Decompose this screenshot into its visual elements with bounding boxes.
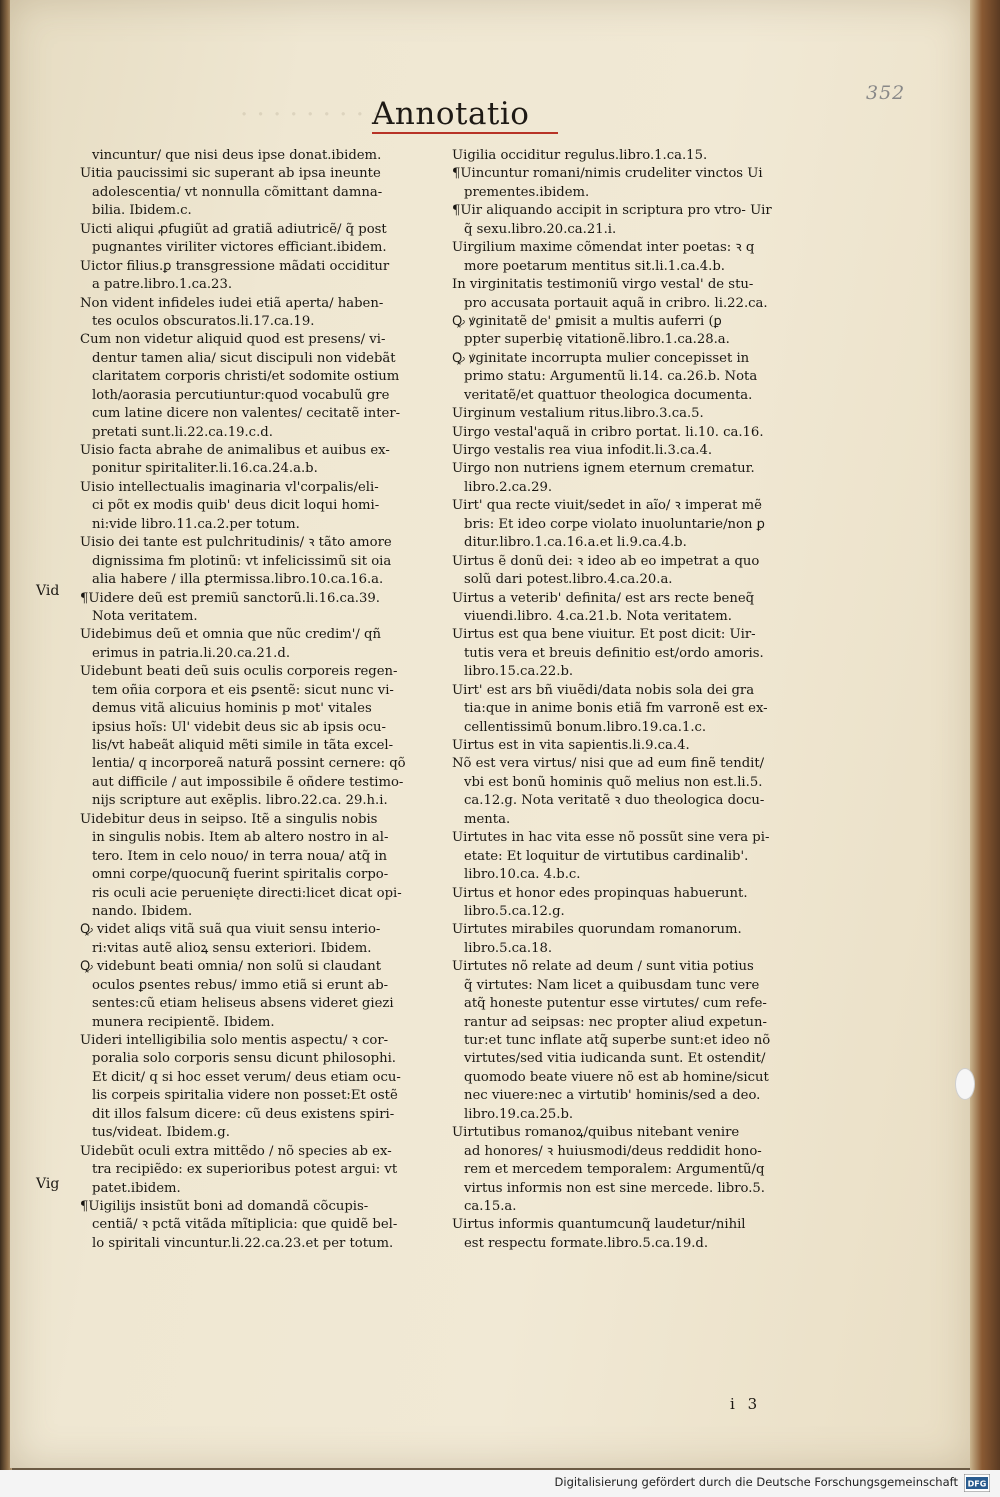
left-column-line: tem oñia corpora et eis ꝑsentẽ: sicut nunc vi- bbox=[92, 682, 394, 698]
left-column-line: Et dicit/ q si hoc esset verum/ deus etiam ocu- bbox=[92, 1069, 401, 1085]
show-through-ghost-text: · · · · · · · · · bbox=[240, 100, 381, 130]
right-column-line: Uirtus a veterib' definita/ est ars recte beneq̃ bbox=[452, 590, 755, 606]
right-column-line: Uigilia occiditur regulus.libro.1.ca.15. bbox=[452, 148, 708, 163]
left-column-line: adolescentia/ vt nonnulla cõmittant damna- bbox=[92, 184, 383, 200]
right-column-line: Ꝙ ꝟginitatẽ de' ꝑmisit a multis auferri (ꝑ bbox=[452, 313, 722, 329]
left-column-line: centiã/ ꝛ pctã vitãda mĩtiplicia: que quidẽ bel- bbox=[92, 1217, 398, 1233]
right-column-line: ¶Uir aliquando accipit in scriptura pro vtro- Uir bbox=[452, 203, 772, 219]
left-column-line: ¶Uidere deũ est premiũ sanctorũ.li.16.ca.39. bbox=[80, 590, 380, 606]
right-column-line: Uirgo vestal'aquã in cribro portat. li.10. ca.16. bbox=[452, 424, 764, 440]
left-column-line: Ꝙ videt aliqs vitã suã qua viuit sensu interio- bbox=[80, 922, 381, 938]
right-column-line: ¶Uincuntur romani/nimis crudeliter vinctos Ui bbox=[452, 166, 763, 182]
page-turn-handle[interactable] bbox=[955, 1068, 975, 1100]
right-column-line: tur:et tunc inflate atq̃ superbe sunt:et ideo nõ bbox=[464, 1033, 771, 1048]
right-column-line: Uirgilium maxime cõmendat inter poetas: ꝛ q bbox=[452, 240, 755, 256]
right-column-line: In virginitatis testimoniũ virgo vestal' de stu- bbox=[452, 277, 754, 293]
right-column-line: Uirgo non nutriens ignem eternum crematur. bbox=[452, 461, 755, 477]
left-column-line: ci põt ex modis quib' deus dicit loqui homi- bbox=[92, 498, 380, 514]
left-column-line: dignissima fm plotinũ: vt infelicissimũ sit oia bbox=[92, 553, 392, 569]
left-column-line: bilia. Ibidem.c. bbox=[92, 203, 192, 219]
left-column-line: lentia/ q incorporeã naturã possint cernere: qõ bbox=[92, 756, 406, 772]
right-column-line: etate: Et loquitur de virtutibus cardinalib'. bbox=[464, 848, 749, 864]
right-column-line: cellentissimũ bonum.libro.19.ca.1.c. bbox=[464, 719, 707, 735]
right-column-line: Uirginum vestalium ritus.libro.3.ca.5. bbox=[452, 406, 704, 422]
left-column-line: Uidebunt beati deũ suis oculis corporeis regen- bbox=[80, 664, 398, 680]
footer-bar bbox=[0, 1470, 1000, 1497]
left-column-line: tus/videat. Ibidem.g. bbox=[92, 1125, 230, 1141]
left-column-line: claritatem corporis christi/et sodomite ostium bbox=[92, 369, 400, 385]
right-column-line: libro.5.ca.12.g. bbox=[464, 903, 565, 919]
page-fore-edge bbox=[970, 0, 1000, 1470]
left-column-line: Uidebimus deũ et omnia que nũc credim'/ qñ bbox=[80, 627, 381, 643]
left-column-line: ¶Uigilijs insistũt boni ad domandã cõcupis- bbox=[80, 1198, 369, 1214]
margin-note-vig: Vig bbox=[36, 1176, 60, 1192]
left-column-line: ris oculi acie peruenięte directi:licet dicat opi- bbox=[92, 885, 402, 901]
left-column-line: omni corpe/quocunq̃ fuerint spiritalis corpo- bbox=[92, 867, 389, 883]
right-column-line: Uirtus et honor edes propinquas habuerunt. bbox=[452, 885, 748, 901]
left-column-line: Uisio dei tante est pulchritudinis/ ꝛ tãto amore bbox=[80, 535, 392, 551]
left-column-line: Uidebũt oculi extra mittẽdo / nõ species ab ex- bbox=[80, 1143, 392, 1159]
right-column-line: Uirtutes mirabiles quorundam romanorum. bbox=[452, 922, 742, 938]
left-column-line: lis/vt habeãt aliquid mẽti simile in tãta excel- bbox=[92, 738, 394, 753]
left-column-line: ri:vitas autẽ alioꝝ sensu exteriori. Ibidem. bbox=[92, 940, 372, 956]
right-column-line: more poetarum mentitus sit.li.1.ca.4.b. bbox=[464, 258, 726, 274]
right-column-line: Uirtus est qua bene viuitur. Et post dicit: Uir- bbox=[452, 627, 756, 643]
left-column-line: a patre.libro.1.ca.23. bbox=[92, 277, 233, 293]
right-column-line: Uirtutes nõ relate ad deum / sunt vitia potius bbox=[452, 959, 754, 975]
right-column-line: q̃ sexu.libro.20.ca.21.i. bbox=[464, 221, 617, 237]
right-column-line: tutis vera et breuis definitio est/ordo amoris. bbox=[464, 645, 764, 661]
left-column-line: sentes:cũ etiam heliseus absens videret giezi bbox=[92, 996, 394, 1012]
left-column-line: Uisio intellectualis imaginaria vl'corpalis/eli- bbox=[80, 479, 379, 495]
right-column-line: libro.10.ca. 4.b.c. bbox=[464, 867, 581, 883]
left-column-line: Uidebitur deus in seipso. Itẽ a singulis nobis bbox=[80, 811, 378, 827]
right-column-line: Nõ est vera virtus/ nisi que ad eum finẽ tendit/ bbox=[452, 756, 765, 772]
right-column-line: ca.15.a. bbox=[464, 1198, 517, 1214]
left-column-line: pugnantes viriliter victores efficiant.ibidem. bbox=[92, 240, 387, 256]
right-column-line: Uirtus est in vita sapientis.li.9.ca.4. bbox=[452, 738, 690, 753]
left-column-line: poralia solo corporis sensu dicunt philosophi. bbox=[92, 1051, 396, 1067]
left-column-line: nijs scripture aut exẽplis. libro.22.ca. 29.h.i. bbox=[92, 793, 388, 809]
right-column-line: est respectu formate.libro.5.ca.19.d. bbox=[464, 1235, 709, 1251]
left-column-line: aut difficile / aut impossibile ẽ oñdere testimo- bbox=[92, 774, 404, 790]
left-column-line: alia habere / illa ꝑtermissa.libro.10.ca.16.a. bbox=[92, 572, 384, 588]
right-column-line: bris: Et ideo corpe violato inuoluntarie/non ꝑ bbox=[464, 516, 766, 532]
left-column-line: erimus in patria.li.20.ca.21.d. bbox=[92, 645, 291, 661]
left-column-line: Non vident infideles iudei etiã aperta/ haben- bbox=[80, 295, 384, 311]
right-column-line: libro.2.ca.29. bbox=[464, 479, 553, 495]
left-column-line: Uitia paucissimi sic superant ab ipsa ineunte bbox=[80, 166, 381, 182]
left-column-line: Cum non videtur aliquid quod est presens/ vi- bbox=[80, 332, 386, 348]
left-column-line: tes oculos obscuratos.li.17.ca.19. bbox=[92, 313, 315, 329]
left-text-column bbox=[80, 147, 430, 1253]
right-column-line: quomodo beate viuere nõ est ab homine/sicut bbox=[464, 1069, 769, 1085]
left-column-line: oculos ꝑsentes rebus/ immo etiã si erunt ab- bbox=[92, 977, 389, 993]
left-column-line: tero. Item in celo nouo/ in terra noua/ atq̃ in bbox=[92, 848, 388, 864]
left-column-line: patet.ibidem. bbox=[92, 1180, 181, 1196]
right-column-line: ca.12.g. Nota veritatẽ ꝛ duo theologica docu- bbox=[464, 793, 765, 809]
footer-funding-text: Digitalisierung gefördert durch die Deutsche Forschungsgemeinschaft bbox=[554, 1475, 958, 1489]
signature-mark: i 3 bbox=[730, 1395, 762, 1413]
right-column-line: virtutes/sed vitia iudicanda sunt. Et ostendit/ bbox=[464, 1051, 766, 1067]
right-column-line: Uirtutes in hac vita esse nõ possũt sine vera pi- bbox=[452, 830, 770, 846]
running-head: Annotatio bbox=[372, 96, 530, 132]
right-column-line: ad honores/ ꝛ huiusmodi/deus reddidit hono- bbox=[464, 1143, 762, 1159]
right-column-line: virtus informis non est sine mercede. libro.5. bbox=[464, 1180, 765, 1196]
dfg-logo-icon bbox=[964, 1474, 990, 1492]
left-column-line: ipsius hoĩs: Ul' videbit deus sic ab ipsis ocu- bbox=[92, 719, 387, 735]
left-column-line: demus vitã alicuius hominis p mot' vitales bbox=[92, 701, 372, 717]
left-column-line: Uictor filius.ꝑ transgressione mãdati occiditur bbox=[80, 258, 390, 274]
right-column-line: solũ dari potest.libro.4.ca.20.a. bbox=[464, 572, 673, 588]
pencil-folio-number: 352 bbox=[866, 82, 906, 104]
right-column-line: viuendi.libro. 4.ca.21.b. Nota veritatem. bbox=[464, 608, 732, 624]
left-column-line: dentur tamen alia/ sicut discipuli non videbãt bbox=[92, 350, 396, 366]
left-column-line: tra recipiẽdo: ex superioribus potest argui: vt bbox=[92, 1162, 398, 1178]
left-column-line: lo spiritali vincuntur.li.22.ca.23.et per totum. bbox=[92, 1235, 394, 1251]
right-column-line: nec viuere:nec a virtutib' hominis/sed a deo. bbox=[464, 1088, 761, 1104]
left-column-line: Uideri intelligibilia solo mentis aspectu/ ꝛ cor- bbox=[80, 1033, 389, 1048]
dfg-logo-text: DFG bbox=[967, 1479, 987, 1489]
right-column-line: vbi est bonũ hominis quõ melius non est.li.5. bbox=[464, 774, 763, 790]
left-column-line: cum latine dicere non valentes/ cecitatẽ inter- bbox=[92, 406, 401, 422]
left-column-line: Uicti aliqui ꝓfugiũt ad gratiã adiutricẽ/ q̃ post bbox=[80, 221, 387, 237]
right-column-line: libro.19.ca.25.b. bbox=[464, 1106, 574, 1122]
right-column-line: Uirgo vestalis rea viua infodit.li.3.ca.4. bbox=[452, 443, 713, 458]
right-column-line: Uirtus ẽ donũ dei: ꝛ ideo ab eo impetrat a quo bbox=[452, 553, 760, 569]
right-column-line: tia:que in anime bonis etiã fm varronẽ est ex- bbox=[464, 701, 768, 717]
left-column-line: ni:vide libro.11.ca.2.per totum. bbox=[92, 516, 300, 532]
right-column-line: Uirtutibus romanoꝝ/quibus nitebant venire bbox=[452, 1125, 740, 1141]
left-column-line: lis corpeis spiritalia videre non posset:Et ostẽ bbox=[92, 1088, 398, 1104]
left-column-line: Ꝙ videbunt beati omnia/ non solũ si claudant bbox=[80, 959, 382, 975]
right-column-line: menta. bbox=[464, 811, 511, 827]
right-column-line: Uirt' est ars bñ viuẽdi/data nobis sola dei gra bbox=[452, 682, 755, 698]
running-head-rubric-underline bbox=[372, 132, 558, 134]
left-column-line: vincuntur/ que nisi deus ipse donat.ibidem. bbox=[92, 148, 382, 163]
right-column-line: ditur.libro.1.ca.16.a.et li.9.ca.4.b. bbox=[464, 535, 687, 551]
left-column-line: Uisio facta abrahe de animalibus et auibus ex- bbox=[80, 443, 390, 458]
left-column-line: Nota veritatem. bbox=[92, 608, 198, 624]
right-column-line: primo statu: Argumentũ li.14. ca.26.b. Nota bbox=[464, 369, 758, 385]
margin-note-vid: Vid bbox=[36, 583, 60, 599]
left-column-line: nando. Ibidem. bbox=[92, 903, 193, 919]
left-column-line: pretati sunt.li.22.ca.19.c.d. bbox=[92, 424, 273, 440]
left-column-line: munera recipientẽ. Ibidem. bbox=[92, 1014, 275, 1030]
right-column-line: Uirtus informis quantumcunq̃ laudetur/nihil bbox=[452, 1217, 746, 1233]
left-column-line: loth/aorasia percutiuntur:quod vocabulũ gre bbox=[92, 387, 390, 403]
right-column-line: prementes.ibidem. bbox=[464, 184, 590, 200]
left-column-line: in singulis nobis. Item ab altero nostro in al- bbox=[92, 830, 389, 846]
right-column-line: ppter superbię vitationẽ.libro.1.ca.28.a. bbox=[464, 332, 730, 348]
right-column-line: rem et mercedem temporalem: Argumentũ/q bbox=[464, 1162, 765, 1178]
left-column-line: dit illos falsum dicere: cũ deus existens spiri- bbox=[92, 1106, 395, 1122]
right-column-line: libro.15.ca.22.b. bbox=[464, 664, 574, 680]
right-column-line: Uirt' qua recte viuit/sedet in aĩo/ ꝛ imperat mẽ bbox=[452, 498, 762, 514]
right-column-line: pro accusata portauit aquã in cribro. li.22.ca. bbox=[464, 295, 768, 311]
right-column-line: atq̃ honeste putentur esse virtutes/ cum refe- bbox=[464, 996, 767, 1012]
right-column-line: rantur ad seipsas: nec propter aliud expetun- bbox=[464, 1014, 767, 1030]
right-text-column bbox=[452, 147, 842, 1253]
right-column-line: Ꝙ ꝟginitate incorrupta mulier concepisset in bbox=[452, 350, 750, 366]
right-column-line: libro.5.ca.18. bbox=[464, 940, 553, 956]
right-column-line: veritatẽ/et quattuor theologica documenta. bbox=[464, 387, 753, 403]
left-column-line: ponitur spiritaliter.li.16.ca.24.a.b. bbox=[92, 461, 318, 477]
right-column-line: q̃ virtutes: Nam licet a quibusdam tunc vere bbox=[464, 977, 760, 993]
